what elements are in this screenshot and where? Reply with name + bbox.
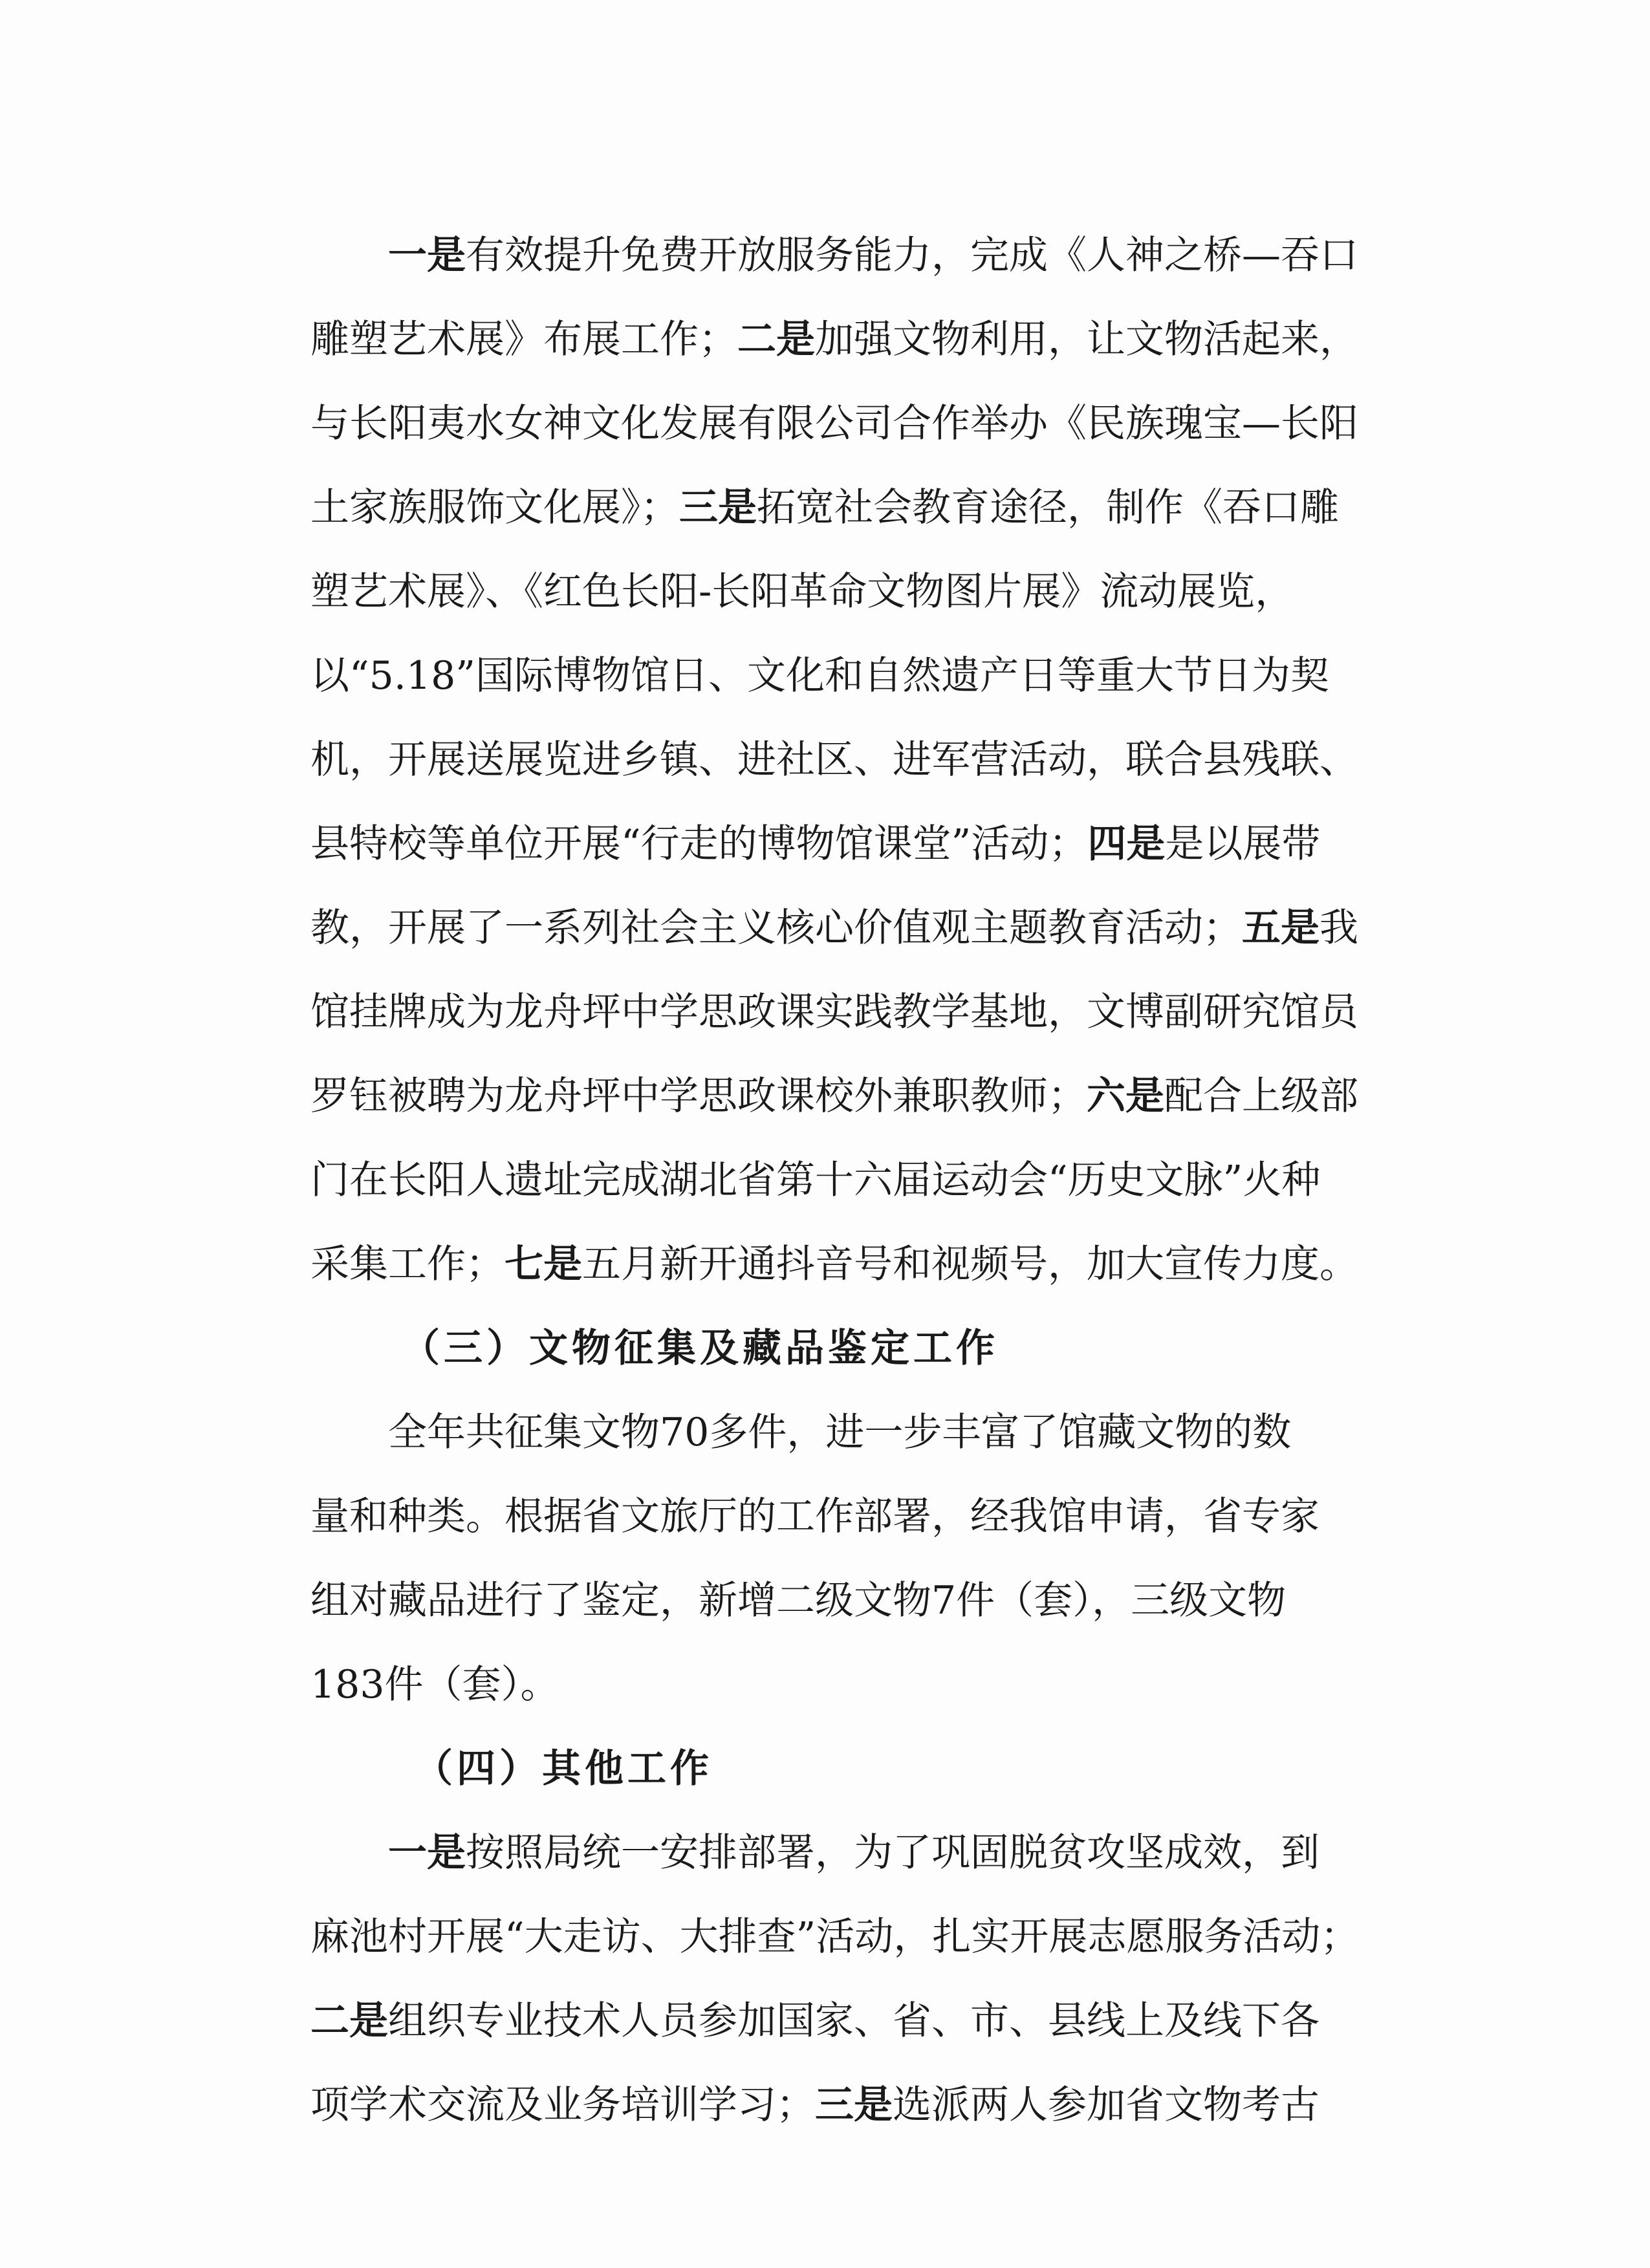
text-span: 土家族服饰文化展》； (310, 485, 679, 530)
text-line (310, 650, 1462, 702)
text-span: 机，开展送展览进乡镇、进社区、进军营活动，联合县残联、 (310, 737, 1358, 783)
text-line (310, 314, 1462, 365)
text-span: 塑艺术展》、《红色长阳-长阳革命文物图片展》流动展览， (310, 569, 1294, 614)
text-span: 选派两人参加省文物考古 (893, 2082, 1319, 2128)
keyword: 五是 (1242, 905, 1319, 951)
keyword: 二是 (310, 1998, 388, 2044)
text-line (310, 902, 1462, 954)
text-span: 是以展带 (1165, 821, 1321, 867)
text-span: 加强文物利用，让文物活起来， (815, 317, 1358, 362)
keyword: 七是 (505, 1242, 582, 1287)
text-span: 教，开展了一系列社会主义核心价值观主题教育活动； (310, 905, 1242, 951)
text-span: 组织专业技术人员参加国家、省、市、县线上及线下各 (388, 1998, 1319, 2044)
text-line (310, 1070, 1462, 1122)
text-line (388, 230, 1462, 281)
text-line (310, 1238, 1462, 1290)
text-line: 麻池村开展“大走访、大排查”活动，扎实开展志愿服务活动； (310, 1914, 1360, 1960)
text-span: 雕塑艺术展》布展工作； (310, 317, 737, 362)
text-span: 五月新开通抖音号和视频号，加大宣传力度。 (582, 1242, 1358, 1287)
text-span: 与长阳夷水女神文化发展有限公司合作举办《民族瑰宝—长阳 (310, 401, 1358, 446)
keyword: 六是 (1087, 1074, 1164, 1119)
text-span: 县特校等单位开展“行走的博物馆课堂”活动； (310, 821, 1088, 867)
keyword: 三是 (679, 485, 757, 530)
text-span: 按照局统一安排部署，为了巩固脱贫攻坚成效，到 (466, 1830, 1319, 1875)
keyword: 二是 (737, 317, 815, 362)
text-line (310, 1154, 1462, 1206)
text-line (310, 734, 1462, 786)
text-line: 183件（套）。 (310, 1662, 559, 1707)
text-span: 门在长阳人遗址完成湖北省第十六届运动会“历史文脉”火种 (310, 1158, 1321, 1203)
section-heading: （四）其他工作 (414, 1746, 713, 1791)
text-span: 罗钰被聘为龙舟坪中学思政课校外兼职教师； (310, 1074, 1087, 1119)
text-line (310, 398, 1462, 449)
text-span: 拓宽社会教育途径，制作《吞口雕 (757, 485, 1339, 530)
text-line (310, 2079, 1462, 2131)
text-span: 配合上级部 (1164, 1074, 1358, 1119)
text-line: 全年共征集文物70多件，进一步丰富了馆藏文物的数 (388, 1410, 1292, 1455)
text-span: 有效提升免费开放服务能力，完成《人神之桥—吞口 (466, 233, 1358, 278)
section-heading: （三）文物征集及藏品鉴定工作 (401, 1326, 999, 1371)
text-line (310, 986, 1462, 1038)
keyword: 一是 (388, 233, 466, 278)
text-span: 我 (1319, 905, 1358, 951)
text-line (388, 1827, 1462, 1879)
text-span: 采集工作； (310, 1242, 505, 1287)
text-line (310, 818, 1462, 870)
text-line (310, 1995, 1462, 2047)
text-span: 馆挂牌成为龙舟坪中学思政课实践教学基地，文博副研究馆员 (310, 989, 1358, 1035)
text-line (310, 482, 1462, 534)
text-line: 组对藏品进行了鉴定，新增二级文物7件（套），三级文物 (310, 1578, 1286, 1623)
text-span: 以“5.18”国际博物馆日、文化和自然遗产日等重大节日为契 (310, 653, 1329, 698)
keyword: 一是 (388, 1830, 466, 1875)
text-line: 量和种类。根据省文旅厅的工作部署，经我馆申请，省专家 (310, 1494, 1319, 1539)
text-span: 项学术交流及业务培训学习； (310, 2082, 815, 2128)
text-line (310, 566, 1462, 618)
keyword: 三是 (815, 2082, 893, 2128)
keyword: 四是 (1087, 821, 1166, 867)
